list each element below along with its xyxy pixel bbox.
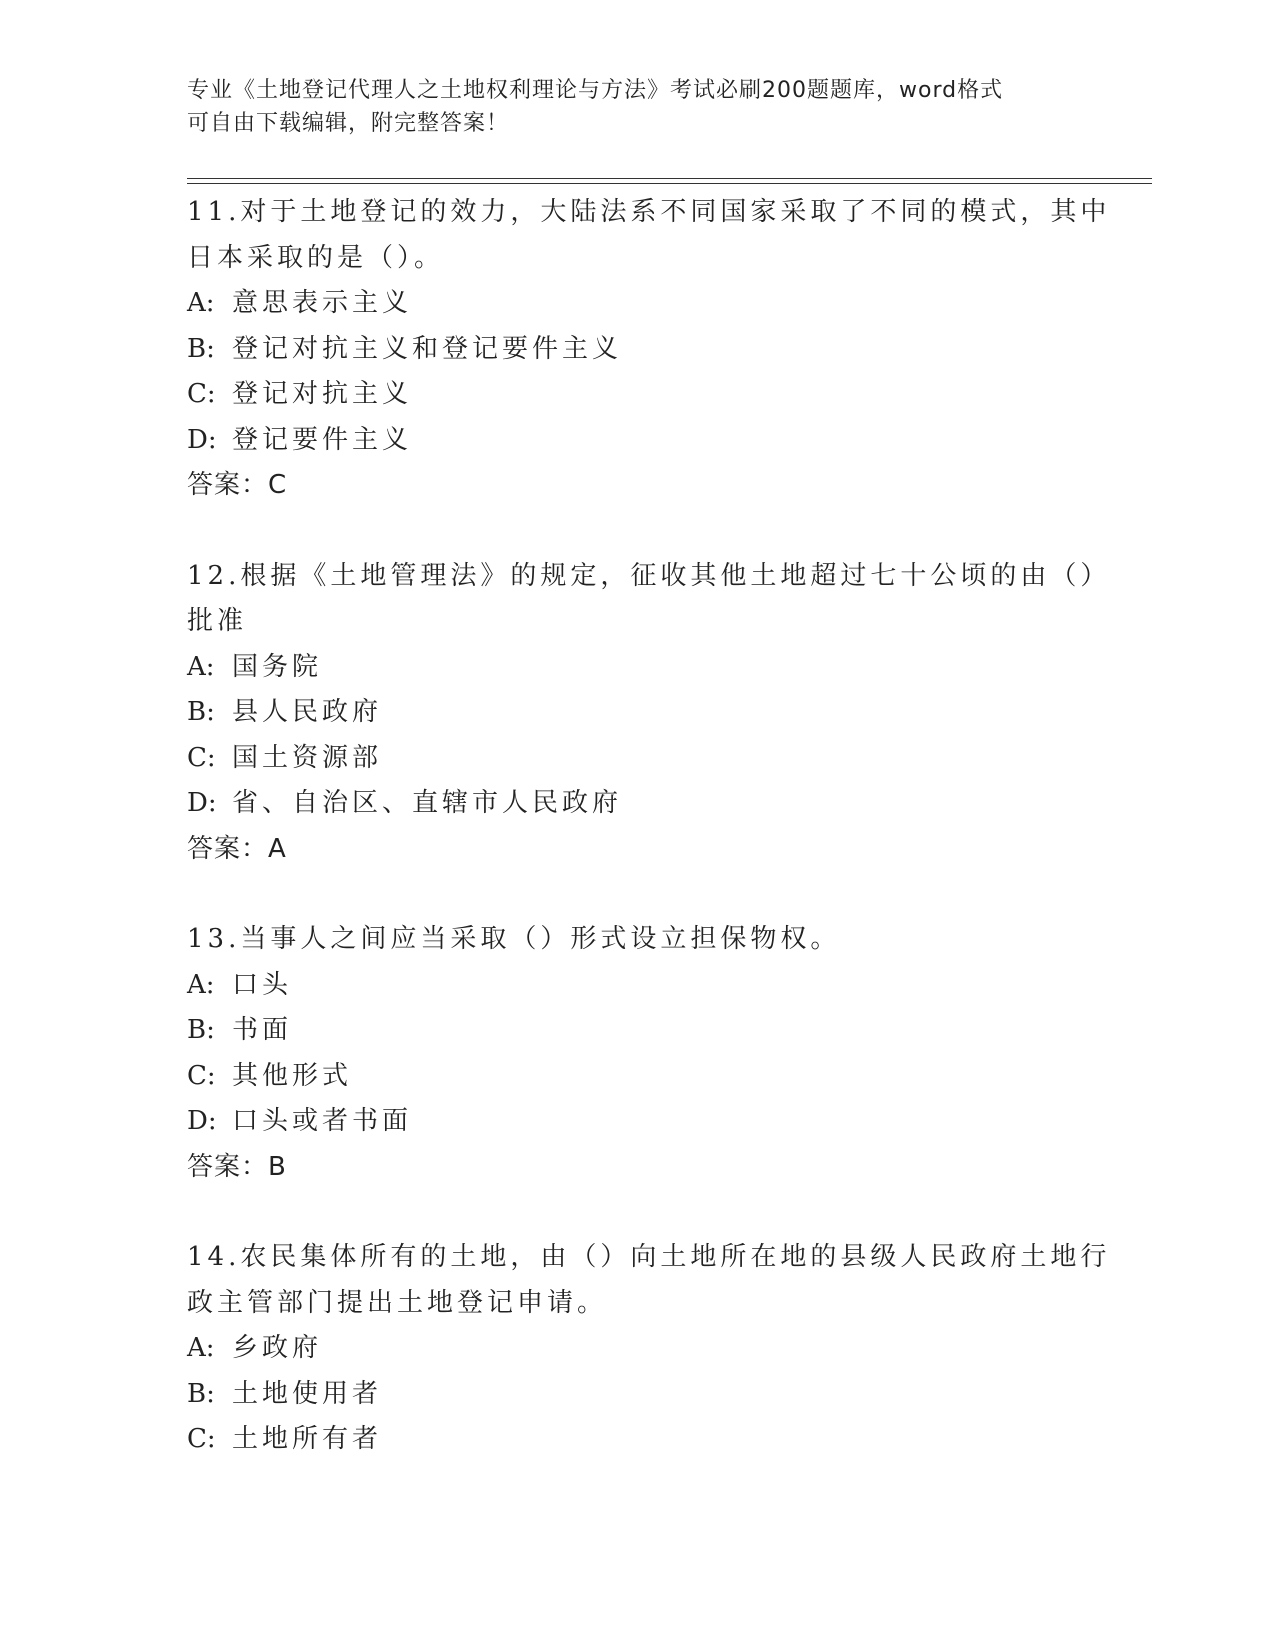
question-stem — [187, 917, 1087, 963]
option-key: C: — [187, 742, 216, 773]
option-a — [187, 1326, 1087, 1372]
option-text: 登记对抗主义和登记要件主义 — [232, 333, 623, 364]
option-text: 口头 — [232, 969, 293, 1000]
question-stem-line: 批准 — [187, 606, 248, 636]
option-text: 土地使用者 — [232, 1378, 383, 1409]
question-stem-line: 日本采取的是（）。 — [187, 242, 445, 273]
option-text: 其他形式 — [232, 1060, 353, 1091]
option-key: B: — [187, 697, 215, 727]
question-stem — [187, 190, 1111, 281]
option-text: 意思表示主义 — [232, 288, 413, 318]
option-key: A: — [187, 651, 215, 682]
option-d — [187, 781, 1087, 827]
option-c — [187, 372, 1087, 418]
option-a — [187, 281, 1087, 327]
option-text: 登记对抗主义 — [232, 379, 413, 409]
option-c — [187, 1054, 1087, 1100]
option-text: 土地所有者 — [232, 1424, 383, 1454]
option-c — [187, 1417, 1087, 1463]
option-key: D: — [187, 424, 217, 455]
option-text: 书面 — [232, 1015, 293, 1045]
document-header — [187, 74, 1087, 140]
option-a — [187, 645, 1087, 691]
header-line-1: 专业《土地登记代理人之土地权利理论与方法》考试必刷200题题库，word格式 — [187, 78, 1004, 103]
option-key: A: — [187, 969, 215, 1000]
option-b — [187, 327, 1087, 373]
question-stem — [187, 1235, 1111, 1326]
option-text: 口头或者书面 — [232, 1106, 413, 1136]
option-a — [187, 963, 1087, 1009]
question-11 — [187, 190, 1111, 509]
option-key: C: — [187, 379, 216, 409]
option-key: D: — [187, 1106, 217, 1136]
option-d — [187, 418, 1087, 464]
option-text: 国土资源部 — [232, 742, 383, 773]
question-stem-line: 12.根据《土地管理法》的规定，征收其他土地超过七十公顷的由（） — [187, 560, 1111, 591]
question-stem — [187, 554, 1111, 645]
header-divider-top — [187, 178, 1152, 179]
header-divider-bottom — [187, 183, 1152, 184]
header-line-2: 可自由下载编辑，附完整答案！ — [187, 111, 510, 136]
option-key: B: — [187, 1015, 215, 1045]
option-text: 省、自治区、直辖市人民政府 — [232, 788, 623, 818]
question-stem-line: 政主管部门提出土地登记申请。 — [187, 1287, 608, 1318]
option-key: C: — [187, 1424, 216, 1454]
option-key: A: — [187, 288, 215, 318]
option-text: 国务院 — [232, 651, 323, 682]
answer-line: 答案：B — [187, 1151, 287, 1182]
option-key: C: — [187, 1060, 216, 1091]
option-key: B: — [187, 333, 215, 364]
option-d — [187, 1099, 1087, 1145]
option-key: D: — [187, 788, 217, 818]
question-12 — [187, 554, 1111, 873]
question-stem-line: 14.农民集体所有的土地，由（）向土地所在地的县级人民政府土地行 — [187, 1242, 1111, 1272]
question-stem-line: 11.对于土地登记的效力，大陆法系不同国家采取了不同的模式，其中 — [187, 197, 1111, 227]
option-b — [187, 1372, 1087, 1418]
option-b — [187, 1008, 1087, 1054]
option-text: 登记要件主义 — [232, 424, 413, 455]
option-c — [187, 736, 1087, 782]
answer-line: 答案：C — [187, 470, 288, 500]
option-b — [187, 690, 1087, 736]
answer-line: 答案：A — [187, 833, 287, 864]
question-list — [187, 190, 1111, 1508]
question-stem-line: 13.当事人之间应当采取（）形式设立担保物权。 — [187, 924, 841, 954]
question-14 — [187, 1235, 1111, 1463]
option-key: B: — [187, 1378, 215, 1409]
option-key: A: — [187, 1333, 215, 1363]
question-13 — [187, 917, 1087, 1190]
option-text: 县人民政府 — [232, 697, 383, 727]
option-text: 乡政府 — [232, 1333, 323, 1363]
